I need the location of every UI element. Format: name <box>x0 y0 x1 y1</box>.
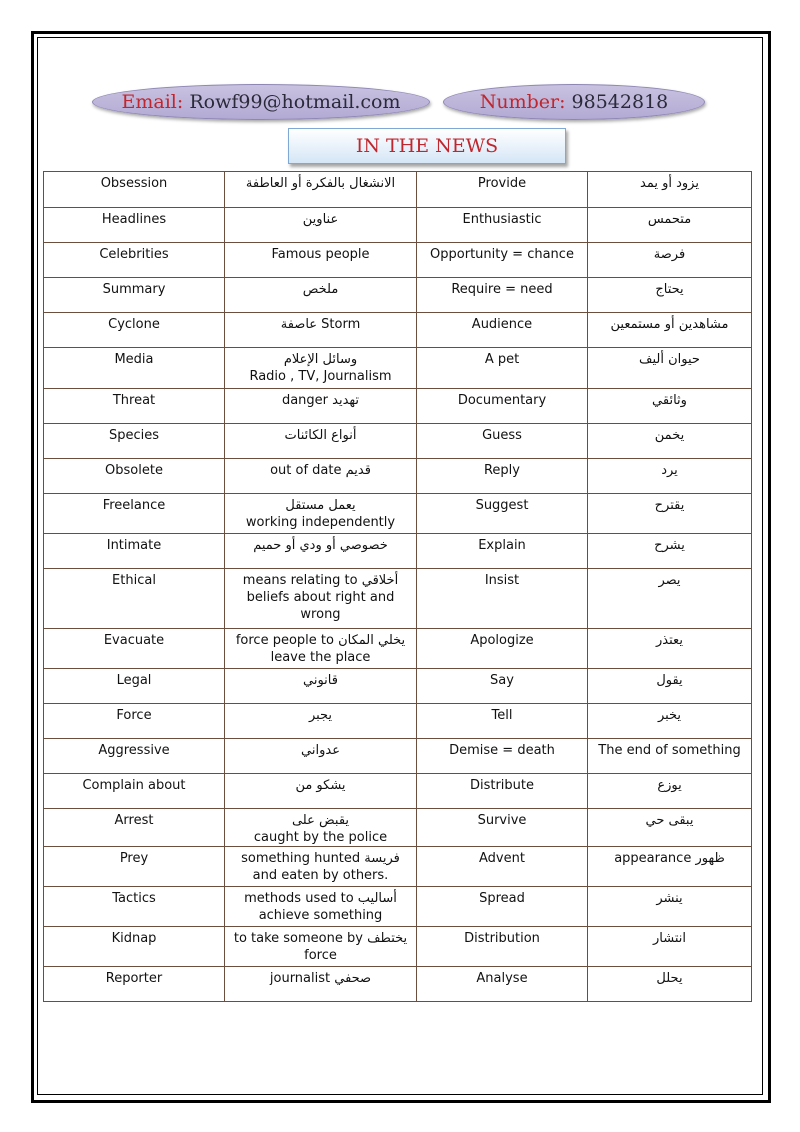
meaning-cell <box>225 927 417 967</box>
meaning-cell <box>225 774 417 809</box>
meaning-cell <box>588 459 752 494</box>
table-row <box>44 534 752 569</box>
meaning-cell <box>225 669 417 704</box>
meaning-cell <box>588 739 752 774</box>
meaning-cell <box>588 847 752 887</box>
cell-line: خصوصي أو ودي أو حميم <box>253 538 388 553</box>
meaning-cell <box>225 389 417 424</box>
cell-line: فرصة <box>653 247 686 262</box>
term-cell: Obsolete <box>44 459 225 494</box>
cell-line: يبقى حي <box>645 813 694 828</box>
table-row <box>44 629 752 669</box>
table-row <box>44 887 752 927</box>
cell-line: يشرح <box>654 538 685 553</box>
meaning-cell <box>225 278 417 313</box>
meaning-cell <box>225 967 417 1002</box>
cell-line: عاصفة Storm <box>280 317 361 332</box>
cell-line: وسائل الإعلام <box>283 352 358 367</box>
cell-line: يقترح <box>654 498 685 513</box>
table-row <box>44 494 752 534</box>
meaning-cell <box>588 243 752 278</box>
meaning-cell <box>225 172 417 208</box>
term-cell: Species <box>44 424 225 459</box>
cell-line: يجبر <box>308 708 333 723</box>
meaning-cell <box>225 348 417 389</box>
term-cell: Legal <box>44 669 225 704</box>
meaning-cell <box>588 967 752 1002</box>
cell-line: حيوان أليف <box>639 352 700 367</box>
term-cell: Aggressive <box>44 739 225 774</box>
cell-line: يقول <box>656 673 683 688</box>
cell-line: leave the place <box>270 650 371 665</box>
meaning-cell <box>225 243 417 278</box>
cell-line: force people to يخلي المكان <box>235 633 406 648</box>
meaning-cell <box>225 534 417 569</box>
table-row <box>44 278 752 313</box>
cell-line: يعتذر <box>656 633 683 648</box>
table-row <box>44 927 752 967</box>
term-cell: Insist <box>417 569 588 629</box>
email-label: Email: <box>121 91 184 113</box>
term-cell: Arrest <box>44 809 225 847</box>
number-label: Number: <box>479 91 566 113</box>
cell-line: beliefs about right and <box>246 590 395 605</box>
term-cell: Summary <box>44 278 225 313</box>
email-badge <box>92 84 430 120</box>
cell-line: danger تهديد <box>281 393 360 408</box>
term-cell: Advent <box>417 847 588 887</box>
meaning-cell <box>588 494 752 534</box>
term-cell: Complain about <box>44 774 225 809</box>
term-cell: Cyclone <box>44 313 225 348</box>
meaning-cell <box>588 809 752 847</box>
term-cell: Media <box>44 348 225 389</box>
cell-line: قانوني <box>303 673 338 688</box>
meaning-cell <box>225 629 417 669</box>
meaning-cell <box>588 172 752 208</box>
term-cell: Analyse <box>417 967 588 1002</box>
cell-line: يخمن <box>654 428 685 443</box>
meaning-cell <box>588 669 752 704</box>
meaning-cell <box>588 278 752 313</box>
term-cell: Documentary <box>417 389 588 424</box>
meaning-cell <box>588 887 752 927</box>
table-row <box>44 809 752 847</box>
term-cell: Intimate <box>44 534 225 569</box>
table-row <box>44 208 752 243</box>
table-row <box>44 459 752 494</box>
email-value: Rowf99@hotmail.com <box>189 91 401 113</box>
term-cell: Kidnap <box>44 927 225 967</box>
cell-line: to take someone by يختطف <box>233 931 408 946</box>
term-cell: Tell <box>417 704 588 739</box>
meaning-cell <box>225 569 417 629</box>
cell-line: Radio , TV, Journalism <box>249 369 392 384</box>
meaning-cell <box>588 208 752 243</box>
cell-line: يوزع <box>657 778 682 793</box>
table-row <box>44 704 752 739</box>
term-cell: Tactics <box>44 887 225 927</box>
table-row <box>44 847 752 887</box>
cell-line: out of date قديم <box>270 463 371 478</box>
table-row <box>44 774 752 809</box>
cell-line: يحلل <box>656 971 683 986</box>
term-cell: Force <box>44 704 225 739</box>
meaning-cell <box>588 424 752 459</box>
table-row <box>44 669 752 704</box>
term-cell: Enthusiastic <box>417 208 588 243</box>
term-cell: Freelance <box>44 494 225 534</box>
cell-line: يخبر <box>657 708 682 723</box>
meaning-cell <box>225 313 417 348</box>
cell-line: عدواني <box>301 743 340 758</box>
term-cell: Opportunity = chance <box>417 243 588 278</box>
cell-line: journalist صحفي <box>269 971 372 986</box>
term-cell: Provide <box>417 172 588 208</box>
cell-line: يعمل مستقل <box>285 498 356 513</box>
term-cell: Prey <box>44 847 225 887</box>
cell-line: ينشر <box>656 891 683 906</box>
term-cell: Spread <box>417 887 588 927</box>
meaning-cell <box>588 704 752 739</box>
cell-line: achieve something <box>258 908 383 923</box>
table-row <box>44 389 752 424</box>
term-cell: Suggest <box>417 494 588 534</box>
table-row <box>44 967 752 1002</box>
term-cell: Ethical <box>44 569 225 629</box>
cell-line: وثائقي <box>652 393 687 408</box>
phone-number-badge <box>443 84 705 120</box>
meaning-cell <box>225 208 417 243</box>
meaning-cell <box>588 927 752 967</box>
cell-line: The end of something <box>598 743 741 758</box>
table-row <box>44 313 752 348</box>
table-row <box>44 739 752 774</box>
cell-line: and eaten by others. <box>252 868 389 883</box>
meaning-cell <box>225 459 417 494</box>
table-row <box>44 172 752 208</box>
cell-line: يحتاج <box>655 282 684 297</box>
cell-line: انتشار <box>653 931 686 946</box>
term-cell: Threat <box>44 389 225 424</box>
term-cell: Demise = death <box>417 739 588 774</box>
cell-line: force <box>304 948 337 963</box>
term-cell: Audience <box>417 313 588 348</box>
meaning-cell <box>225 809 417 847</box>
term-cell: Evacuate <box>44 629 225 669</box>
number-value: 98542818 <box>571 91 669 113</box>
term-cell: Explain <box>417 534 588 569</box>
cell-line: يصر <box>658 573 681 588</box>
term-cell: Headlines <box>44 208 225 243</box>
meaning-cell <box>588 348 752 389</box>
page-title-text: IN THE NEWS <box>355 135 499 157</box>
cell-line: appearance ظهور <box>614 851 725 866</box>
cell-line: Famous people <box>271 247 370 262</box>
cell-line: working independently <box>245 515 396 530</box>
cell-line: ملخص <box>302 282 339 297</box>
meaning-cell <box>225 424 417 459</box>
term-cell: Say <box>417 669 588 704</box>
cell-line: wrong <box>300 607 341 622</box>
table-row <box>44 424 752 459</box>
cell-line: يزود أو يمد <box>640 176 699 191</box>
term-cell: Distribute <box>417 774 588 809</box>
meaning-cell <box>225 494 417 534</box>
cell-line: something hunted فريسة <box>241 851 400 866</box>
term-cell: Apologize <box>417 629 588 669</box>
meaning-cell <box>588 313 752 348</box>
term-cell: Survive <box>417 809 588 847</box>
cell-line: يقبض على <box>291 813 350 828</box>
cell-line: caught by the police <box>253 830 388 845</box>
cell-line: عناوين <box>302 212 339 227</box>
cell-line: أنواع الكائنات <box>284 428 357 443</box>
term-cell: Distribution <box>417 927 588 967</box>
table-row <box>44 348 752 389</box>
page-title <box>288 128 566 164</box>
table-row <box>44 569 752 629</box>
meaning-cell <box>588 629 752 669</box>
meaning-cell <box>588 389 752 424</box>
term-cell: Require = need <box>417 278 588 313</box>
cell-line: مشاهدين أو مستمعين <box>610 317 729 332</box>
cell-line: متحمس <box>647 212 692 227</box>
meaning-cell <box>225 887 417 927</box>
meaning-cell <box>225 704 417 739</box>
term-cell: Guess <box>417 424 588 459</box>
meaning-cell <box>225 847 417 887</box>
meaning-cell <box>588 534 752 569</box>
term-cell: A pet <box>417 348 588 389</box>
cell-line: يرد <box>661 463 678 478</box>
table-row <box>44 243 752 278</box>
vocabulary-table <box>43 171 752 1002</box>
cell-line: الانشغال بالفكرة أو العاطفة <box>245 176 396 191</box>
meaning-cell <box>588 569 752 629</box>
meaning-cell <box>225 739 417 774</box>
cell-line: methods used to أساليب <box>244 891 397 906</box>
term-cell: Reply <box>417 459 588 494</box>
term-cell: Obsession <box>44 172 225 208</box>
term-cell: Celebrities <box>44 243 225 278</box>
term-cell: Reporter <box>44 967 225 1002</box>
cell-line: means relating to أخلاقي <box>242 573 399 588</box>
meaning-cell <box>588 774 752 809</box>
cell-line: يشكو من <box>295 778 346 793</box>
